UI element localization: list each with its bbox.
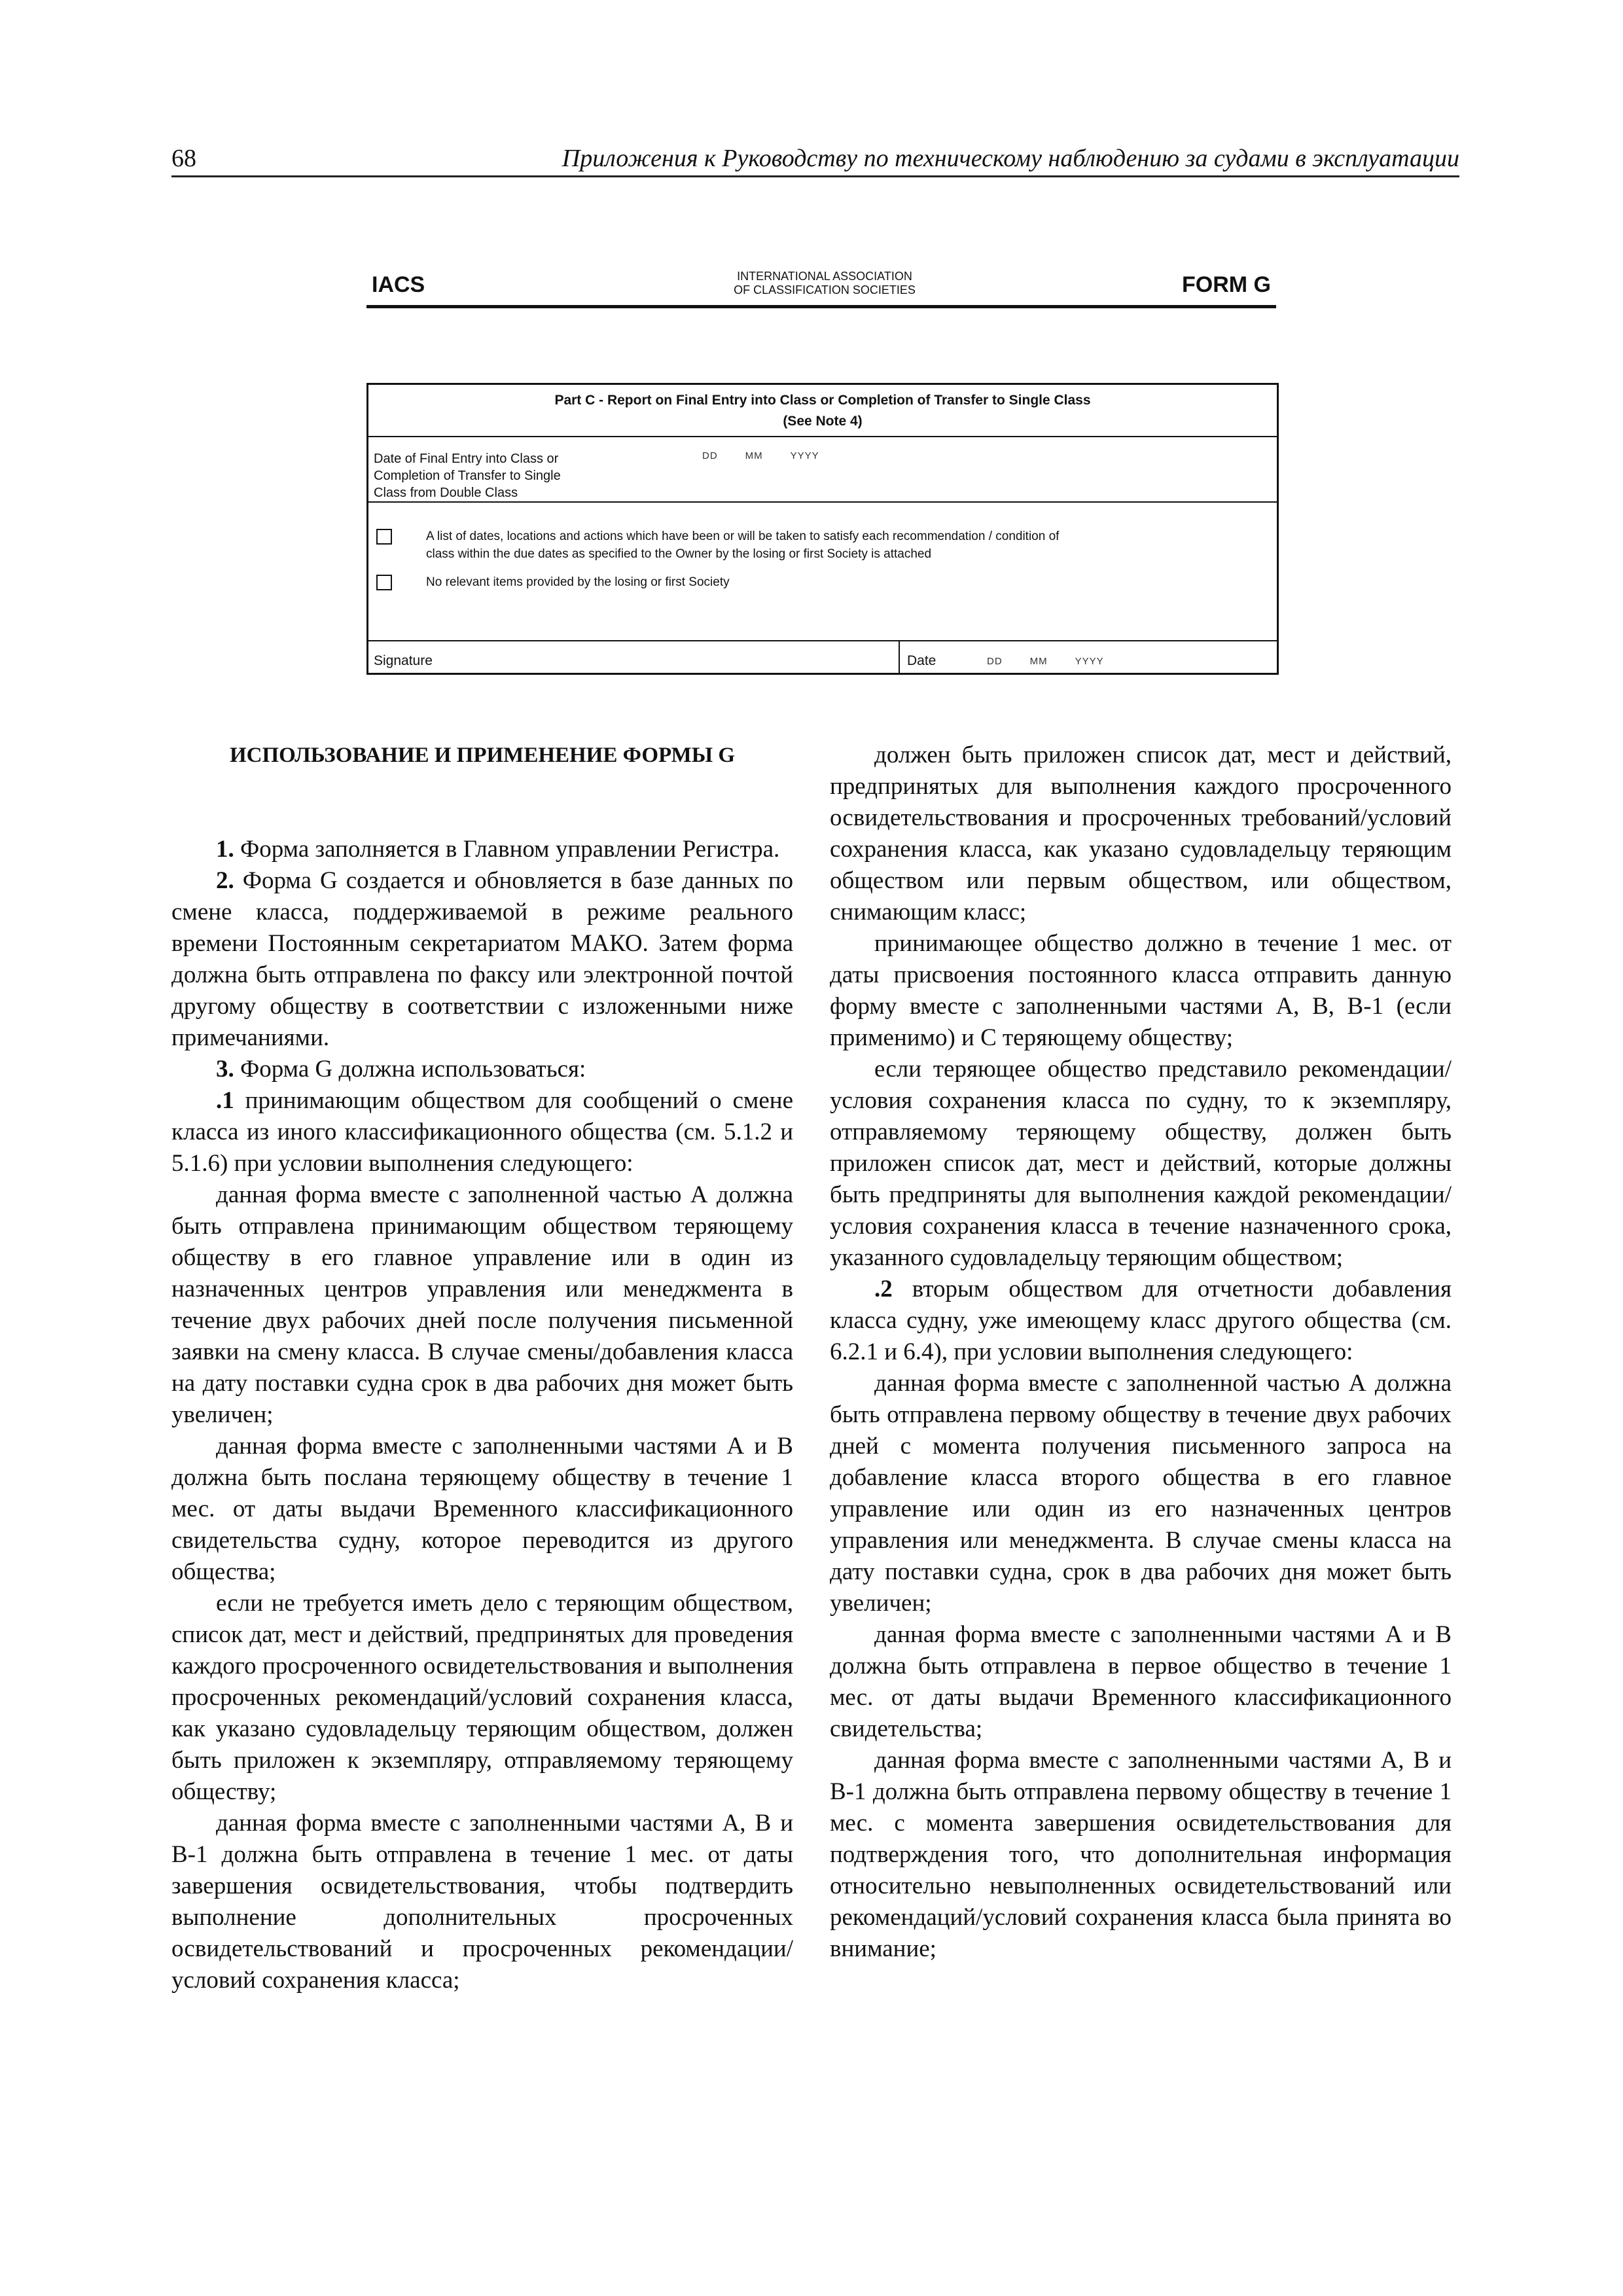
page-number: 68	[171, 145, 196, 172]
date-label-line-2: Completion of Transfer to Single	[374, 469, 561, 483]
date-label: Date	[907, 653, 936, 668]
row-divider	[368, 501, 1277, 503]
checkbox-no-items[interactable]	[376, 575, 392, 590]
paragraph: 3. Форма G должна использоваться:	[216, 1056, 586, 1083]
part-note: (See Note 4)	[783, 414, 863, 429]
paragraph: должен быть приложен список дат, мест и действий, предпринятых для выполнения каждого просроченного освидетельствования и просроченных требований/условий сохранения класса, как указано судовладельцу теряющим обществом или первым обществом, или обществом, снимающим класс;	[830, 742, 1452, 925]
paragraph: данная форма вместе с заполненной частью А должна быть отправлена первому обществу в течение двух рабочих дней с момента получения письменного запроса на добавление класса второго общества в его главное управление или один из его назначенных центров управления или менеджмента. В случае смены класса на дату поставки судна, срок в два рабочих дня может быть увеличен;	[830, 1370, 1452, 1617]
right-column	[830, 740, 1452, 1965]
paragraph: .2 вторым обществом для отчетности добавления класса судну, уже имеющему класс другого общества (см. 6.2.1 и 6.4), при условии выполнения следующего:	[830, 1276, 1452, 1365]
row-divider	[368, 436, 1277, 437]
final-entry-date-label	[374, 450, 622, 501]
org-full-name-line-1: INTERNATIONAL ASSOCIATION	[737, 270, 912, 283]
part-title-block	[368, 390, 1277, 432]
checkbox-no-items-label: No relevant items provided by the losing or first Society	[426, 575, 730, 589]
day-placeholder: DD	[702, 450, 718, 461]
paragraph: данная форма вместе с заполненными частями А и В должна быть отправлена в первое общество в течение 1 мес. от даты выдачи Временного классификационного свидетельства;	[830, 1621, 1452, 1742]
paragraph: данная форма вместе с заполненной частью А должна быть отправлена принимающим обществом теряющему обществу в его главное управление или в один из назначенных центров управления или менеджмента в течение двух рабочих дней после получения письменной заявки на смену класса. В случае смены/добавления класса на дату поставки судна срок в два рабочих дня может быть увеличен;	[171, 1181, 793, 1428]
org-full-name	[713, 270, 936, 297]
running-title: Приложения к Руководству по техническому наблюдению за судами в эксплуатации	[562, 145, 1459, 172]
paragraph: данная форма вместе с заполненными частями А, В и В-1 должна быть отправлена в течение 1 мес. от даты завершения освидетельствования, чтобы подтвердить выполнение дополнительных просроченных освидетельствований и просроченных рекомендации/условий сохранения класса;	[171, 1810, 793, 1994]
paragraph: принимающее общество должно в течение 1 мес. от даты присвоения постоянного класса отправить данную форму вместе с заполненными частями А, В, В-1 (если применимо) и С теряющему обществу;	[830, 930, 1452, 1051]
paragraph: .1 принимающим обществом для сообщений о смене класса из иного классификационного общества (см. 5.1.2 и 5.1.6) при условии выполнения следующего:	[171, 1087, 793, 1177]
form-part-c	[366, 383, 1279, 675]
date-label-line-3: Class from Double Class	[374, 486, 518, 500]
date-label-line-1: Date of Final Entry into Class or	[374, 452, 559, 466]
signature-field[interactable]: Signature	[374, 653, 433, 668]
paragraph: если не требуется иметь дело с теряющим обществом, список дат, мест и действий, предпринятых для проведения каждого просроченного освидетельствования и выполнения просроченных рекомендаций/условий сохранения класса, как указано судовладельцу теряющим обществом, должен быть приложен к экземпляру, отправляемому теряющему обществу;	[171, 1590, 793, 1805]
year-placeholder: YYYY	[1075, 656, 1104, 667]
row-divider	[368, 640, 1277, 641]
left-column	[171, 740, 793, 1996]
signature-divider	[899, 640, 900, 673]
month-placeholder: MM	[1029, 656, 1048, 667]
checkbox-1-line-2: class within the due dates as specified to the Owner by the losing or first Society is attached	[426, 547, 932, 561]
part-title: Part C - Report on Final Entry into Class or Completion of Transfer to Single Class	[554, 393, 1091, 408]
paragraph: 1. Форма заполняется в Главном управлении Регистра.	[216, 836, 780, 863]
section-heading: ИСПОЛЬЗОВАНИЕ И ПРИМЕНЕНИЕ ФОРМЫ G	[229, 744, 736, 767]
paragraph: данная форма вместе с заполненными частями А, В и В-1 должна быть отправлена первому обществу в течение 1 мес. с момента завершения освидетельствования для подтверждения того, что дополнительная информация относительно невыполненных освидетельствований или рекомендаций/условий сохранения класса была принята во внимание;	[830, 1747, 1452, 1962]
paragraph: если теряющее общество представило рекомендации/условия сохранения класса по судну, то к экземпляру, отправляемому теряющему обществу, должен быть приложен список дат, мест и действий, которые должны быть предприняты для выполнения каждой рекомендации/условия сохранения класса в течение назначенного срока, указанного судовладельцу теряющим обществом;	[830, 1056, 1452, 1271]
paragraph: 2. Форма G создается и обновляется в базе данных по смене класса, поддерживаемой в режиме реального времени Постоянным секретариатом МАКО. Затем форма должна быть отправлена по факсу или электронной почтой другому обществу в соответствии с изложенными ниже примечаниями.	[171, 867, 793, 1051]
form-id: FORM G	[1182, 272, 1271, 297]
day-placeholder: DD	[987, 656, 1003, 667]
header-rule	[171, 175, 1459, 177]
org-short-name: IACS	[372, 272, 425, 297]
checkbox-1-line-1: A list of dates, locations and actions which have been or will be taken to satisfy each recommendation / condition of	[426, 529, 1060, 543]
checkbox-list-attached-label	[426, 528, 1231, 563]
signature-date-field[interactable]	[987, 656, 1132, 667]
form-header	[366, 268, 1276, 308]
year-placeholder: YYYY	[790, 450, 819, 461]
paragraph: данная форма вместе с заполненными частями А и В должна быть послана теряющему обществу в течение 1 мес. от даты выдачи Временного классификационного свидетельства судну, которое переводится из другого общества;	[171, 1433, 793, 1585]
org-full-name-line-2: OF CLASSIFICATION SOCIETIES	[734, 283, 916, 296]
checkbox-row-list-attached	[376, 528, 1231, 563]
checkbox-list-attached[interactable]	[376, 529, 392, 545]
final-entry-date-field[interactable]	[702, 450, 847, 461]
checkbox-row-no-items	[376, 573, 1231, 591]
month-placeholder: MM	[745, 450, 763, 461]
